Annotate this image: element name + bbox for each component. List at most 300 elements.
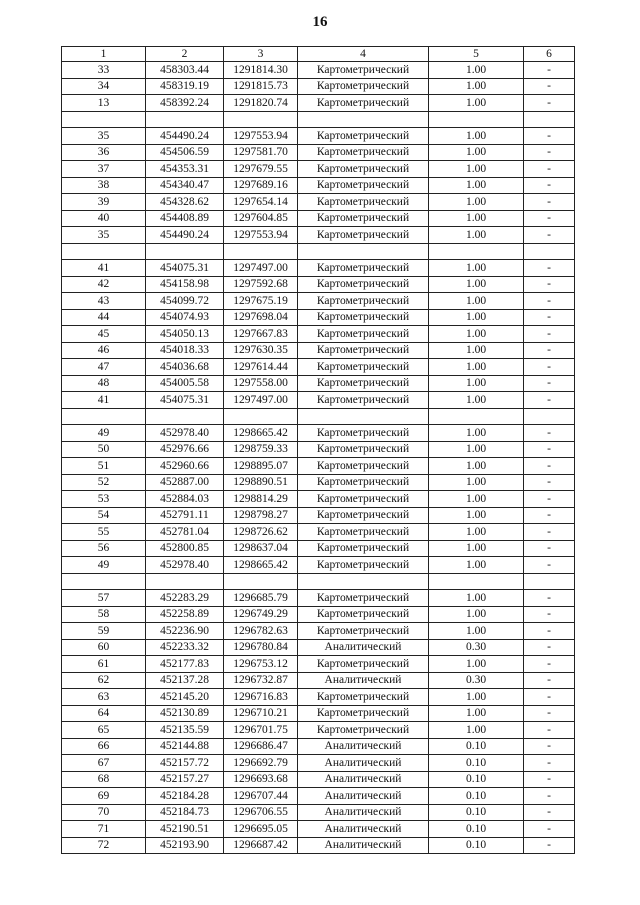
table-row (62, 639, 575, 656)
accuracy-cell: 1.00 (429, 359, 524, 376)
accuracy-cell: 0.30 (429, 639, 524, 656)
table-row (62, 326, 575, 343)
table-row (62, 507, 575, 524)
method-cell: Картометрический (298, 62, 429, 79)
note-cell: - (524, 62, 575, 79)
note-cell: - (524, 78, 575, 95)
accuracy-cell: 1.00 (429, 606, 524, 623)
method-cell: Картометрический (298, 326, 429, 343)
point-number-cell: 57 (62, 590, 146, 607)
x-coordinate-cell: 452157.27 (146, 771, 224, 788)
y-coordinate-cell: 1296780.84 (224, 639, 298, 656)
point-number-cell: 63 (62, 689, 146, 706)
table-row (62, 705, 575, 722)
method-cell: Картометрический (298, 557, 429, 574)
point-number-cell: 50 (62, 441, 146, 458)
accuracy-cell: 1.00 (429, 656, 524, 673)
table-row (62, 623, 575, 640)
method-cell: Картометрический (298, 276, 429, 293)
table-row (62, 557, 575, 574)
note-cell: - (524, 276, 575, 293)
x-coordinate-cell: 454506.59 (146, 144, 224, 161)
accuracy-cell: 1.00 (429, 441, 524, 458)
table-row (62, 194, 575, 211)
y-coordinate-cell: 1298637.04 (224, 540, 298, 557)
y-coordinate-cell: 1296782.63 (224, 623, 298, 640)
method-cell: Картометрический (298, 425, 429, 442)
y-coordinate-cell: 1298759.33 (224, 441, 298, 458)
x-coordinate-cell: 452960.66 (146, 458, 224, 475)
point-number-cell: 40 (62, 210, 146, 227)
x-coordinate-cell: 458303.44 (146, 62, 224, 79)
point-number-cell: 55 (62, 524, 146, 541)
header-cell: 4 (298, 47, 429, 62)
method-cell: Картометрический (298, 474, 429, 491)
accuracy-cell (429, 111, 524, 128)
separator-row (62, 573, 575, 590)
table-row (62, 62, 575, 79)
x-coordinate-cell: 452283.29 (146, 590, 224, 607)
note-cell: - (524, 326, 575, 343)
table-row (62, 78, 575, 95)
y-coordinate-cell (224, 111, 298, 128)
method-cell: Картометрический (298, 375, 429, 392)
method-cell: Картометрический (298, 342, 429, 359)
y-coordinate-cell: 1298895.07 (224, 458, 298, 475)
method-cell: Аналитический (298, 672, 429, 689)
method-cell: Картометрический (298, 458, 429, 475)
accuracy-cell: 1.00 (429, 309, 524, 326)
note-cell: - (524, 524, 575, 541)
point-number-cell: 68 (62, 771, 146, 788)
method-cell (298, 408, 429, 425)
method-cell: Аналитический (298, 639, 429, 656)
x-coordinate-cell: 452781.04 (146, 524, 224, 541)
accuracy-cell: 1.00 (429, 474, 524, 491)
table-body (62, 62, 575, 854)
note-cell: - (524, 837, 575, 854)
point-number-cell (62, 573, 146, 590)
table-row (62, 606, 575, 623)
note-cell: - (524, 804, 575, 821)
point-number-cell (62, 111, 146, 128)
x-coordinate-cell: 454074.93 (146, 309, 224, 326)
accuracy-cell: 0.10 (429, 771, 524, 788)
y-coordinate-cell: 1296693.68 (224, 771, 298, 788)
y-coordinate-cell: 1296701.75 (224, 722, 298, 739)
method-cell: Аналитический (298, 738, 429, 755)
table-row (62, 128, 575, 145)
method-cell: Аналитический (298, 788, 429, 805)
method-cell: Картометрический (298, 144, 429, 161)
x-coordinate-cell: 454353.31 (146, 161, 224, 178)
accuracy-cell: 1.00 (429, 144, 524, 161)
table-row (62, 491, 575, 508)
accuracy-cell: 0.10 (429, 738, 524, 755)
point-number-cell: 58 (62, 606, 146, 623)
point-number-cell: 41 (62, 392, 146, 409)
x-coordinate-cell (146, 573, 224, 590)
point-number-cell: 51 (62, 458, 146, 475)
note-cell: - (524, 656, 575, 673)
x-coordinate-cell: 454075.31 (146, 260, 224, 277)
note-cell: - (524, 689, 575, 706)
point-number-cell: 60 (62, 639, 146, 656)
note-cell: - (524, 821, 575, 838)
method-cell: Картометрический (298, 392, 429, 409)
accuracy-cell: 1.00 (429, 326, 524, 343)
table-row (62, 359, 575, 376)
separator-row (62, 243, 575, 260)
table-row (62, 161, 575, 178)
x-coordinate-cell (146, 408, 224, 425)
x-coordinate-cell: 452184.73 (146, 804, 224, 821)
point-number-cell: 35 (62, 128, 146, 145)
point-number-cell: 46 (62, 342, 146, 359)
accuracy-cell: 1.00 (429, 722, 524, 739)
note-cell: - (524, 441, 575, 458)
x-coordinate-cell: 452978.40 (146, 425, 224, 442)
note-cell: - (524, 705, 575, 722)
y-coordinate-cell: 1291814.30 (224, 62, 298, 79)
method-cell: Картометрический (298, 260, 429, 277)
y-coordinate-cell: 1297553.94 (224, 128, 298, 145)
point-number-cell: 38 (62, 177, 146, 194)
method-cell: Аналитический (298, 771, 429, 788)
point-number-cell (62, 243, 146, 260)
table-row (62, 656, 575, 673)
note-cell: - (524, 392, 575, 409)
method-cell: Картометрический (298, 194, 429, 211)
y-coordinate-cell: 1296710.21 (224, 705, 298, 722)
y-coordinate-cell: 1297497.00 (224, 260, 298, 277)
point-number-cell: 42 (62, 276, 146, 293)
note-cell: - (524, 194, 575, 211)
accuracy-cell: 1.00 (429, 705, 524, 722)
note-cell (524, 243, 575, 260)
method-cell: Картометрический (298, 95, 429, 112)
y-coordinate-cell: 1296749.29 (224, 606, 298, 623)
x-coordinate-cell: 452887.00 (146, 474, 224, 491)
x-coordinate-cell: 454328.62 (146, 194, 224, 211)
x-coordinate-cell: 454005.58 (146, 375, 224, 392)
accuracy-cell: 1.00 (429, 623, 524, 640)
table-row (62, 771, 575, 788)
point-number-cell: 65 (62, 722, 146, 739)
point-number-cell: 66 (62, 738, 146, 755)
y-coordinate-cell: 1297604.85 (224, 210, 298, 227)
y-coordinate-cell: 1297614.44 (224, 359, 298, 376)
method-cell: Картометрический (298, 606, 429, 623)
method-cell: Аналитический (298, 804, 429, 821)
accuracy-cell: 1.00 (429, 491, 524, 508)
note-cell: - (524, 491, 575, 508)
y-coordinate-cell: 1296732.87 (224, 672, 298, 689)
point-number-cell: 47 (62, 359, 146, 376)
table-row (62, 524, 575, 541)
accuracy-cell: 1.00 (429, 507, 524, 524)
y-coordinate-cell: 1291815.73 (224, 78, 298, 95)
note-cell: - (524, 161, 575, 178)
point-number-cell: 53 (62, 491, 146, 508)
point-number-cell: 59 (62, 623, 146, 640)
note-cell: - (524, 425, 575, 442)
note-cell: - (524, 95, 575, 112)
y-coordinate-cell: 1296706.55 (224, 804, 298, 821)
page-number: 16 (312, 14, 328, 30)
note-cell: - (524, 788, 575, 805)
note-cell: - (524, 375, 575, 392)
y-coordinate-cell: 1297667.83 (224, 326, 298, 343)
table-row (62, 260, 575, 277)
x-coordinate-cell: 452177.83 (146, 656, 224, 673)
method-cell: Картометрический (298, 623, 429, 640)
point-number-cell: 37 (62, 161, 146, 178)
point-number-cell: 64 (62, 705, 146, 722)
y-coordinate-cell: 1297679.55 (224, 161, 298, 178)
x-coordinate-cell: 452193.90 (146, 837, 224, 854)
table-row (62, 342, 575, 359)
x-coordinate-cell: 454158.98 (146, 276, 224, 293)
point-number-cell: 36 (62, 144, 146, 161)
note-cell: - (524, 755, 575, 772)
note-cell: - (524, 144, 575, 161)
accuracy-cell: 1.00 (429, 689, 524, 706)
point-number-cell: 39 (62, 194, 146, 211)
note-cell: - (524, 672, 575, 689)
table-row (62, 474, 575, 491)
y-coordinate-cell: 1297630.35 (224, 342, 298, 359)
point-number-cell: 70 (62, 804, 146, 821)
table-row (62, 689, 575, 706)
x-coordinate-cell: 454036.68 (146, 359, 224, 376)
accuracy-cell: 1.00 (429, 293, 524, 310)
method-cell: Картометрический (298, 161, 429, 178)
x-coordinate-cell (146, 243, 224, 260)
x-coordinate-cell: 454018.33 (146, 342, 224, 359)
x-coordinate-cell: 452884.03 (146, 491, 224, 508)
accuracy-cell: 0.10 (429, 755, 524, 772)
x-coordinate-cell: 454099.72 (146, 293, 224, 310)
accuracy-cell: 0.10 (429, 821, 524, 838)
point-number-cell: 56 (62, 540, 146, 557)
accuracy-cell: 1.00 (429, 557, 524, 574)
y-coordinate-cell: 1296695.05 (224, 821, 298, 838)
y-coordinate-cell: 1296716.83 (224, 689, 298, 706)
table-row (62, 590, 575, 607)
point-number-cell: 71 (62, 821, 146, 838)
table-row (62, 837, 575, 854)
separator-row (62, 111, 575, 128)
note-cell: - (524, 227, 575, 244)
table-row (62, 788, 575, 805)
point-number-cell: 72 (62, 837, 146, 854)
table-row (62, 392, 575, 409)
method-cell: Картометрический (298, 540, 429, 557)
y-coordinate-cell (224, 243, 298, 260)
separator-row (62, 408, 575, 425)
note-cell: - (524, 738, 575, 755)
y-coordinate-cell: 1296753.12 (224, 656, 298, 673)
y-coordinate-cell: 1298814.29 (224, 491, 298, 508)
point-number-cell: 49 (62, 557, 146, 574)
note-cell: - (524, 293, 575, 310)
note-cell: - (524, 458, 575, 475)
accuracy-cell: 0.10 (429, 804, 524, 821)
table-row (62, 309, 575, 326)
table-row (62, 227, 575, 244)
header-cell: 1 (62, 47, 146, 62)
y-coordinate-cell: 1298798.27 (224, 507, 298, 524)
x-coordinate-cell: 452190.51 (146, 821, 224, 838)
method-cell: Аналитический (298, 837, 429, 854)
note-cell: - (524, 128, 575, 145)
x-coordinate-cell (146, 111, 224, 128)
y-coordinate-cell: 1291820.74 (224, 95, 298, 112)
header-cell: 3 (224, 47, 298, 62)
y-coordinate-cell (224, 573, 298, 590)
y-coordinate-cell: 1296686.47 (224, 738, 298, 755)
table-row (62, 755, 575, 772)
method-cell: Картометрический (298, 507, 429, 524)
header-cell: 6 (524, 47, 575, 62)
header-cell: 5 (429, 47, 524, 62)
table-row (62, 177, 575, 194)
method-cell (298, 573, 429, 590)
y-coordinate-cell (224, 408, 298, 425)
note-cell (524, 573, 575, 590)
x-coordinate-cell: 452791.11 (146, 507, 224, 524)
table-row (62, 210, 575, 227)
coordinates-table (61, 46, 575, 854)
table-row (62, 144, 575, 161)
note-cell: - (524, 639, 575, 656)
x-coordinate-cell: 454408.89 (146, 210, 224, 227)
accuracy-cell: 1.00 (429, 161, 524, 178)
header-cell: 2 (146, 47, 224, 62)
x-coordinate-cell: 454340.47 (146, 177, 224, 194)
table-row (62, 821, 575, 838)
accuracy-cell: 1.00 (429, 62, 524, 79)
note-cell: - (524, 540, 575, 557)
method-cell: Картометрический (298, 227, 429, 244)
table-row (62, 293, 575, 310)
point-number-cell: 43 (62, 293, 146, 310)
y-coordinate-cell: 1297592.68 (224, 276, 298, 293)
note-cell: - (524, 606, 575, 623)
method-cell (298, 111, 429, 128)
table-row (62, 425, 575, 442)
accuracy-cell: 0.10 (429, 837, 524, 854)
accuracy-cell: 1.00 (429, 260, 524, 277)
method-cell: Картометрический (298, 590, 429, 607)
method-cell: Картометрический (298, 705, 429, 722)
point-number-cell: 44 (62, 309, 146, 326)
x-coordinate-cell: 452137.28 (146, 672, 224, 689)
method-cell: Аналитический (298, 755, 429, 772)
point-number-cell: 52 (62, 474, 146, 491)
x-coordinate-cell: 452144.88 (146, 738, 224, 755)
note-cell: - (524, 342, 575, 359)
method-cell: Картометрический (298, 210, 429, 227)
accuracy-cell: 1.00 (429, 458, 524, 475)
y-coordinate-cell: 1298890.51 (224, 474, 298, 491)
table-row (62, 722, 575, 739)
x-coordinate-cell: 452800.85 (146, 540, 224, 557)
y-coordinate-cell: 1298726.62 (224, 524, 298, 541)
method-cell: Аналитический (298, 821, 429, 838)
point-number-cell: 45 (62, 326, 146, 343)
y-coordinate-cell: 1297553.94 (224, 227, 298, 244)
accuracy-cell: 1.00 (429, 524, 524, 541)
y-coordinate-cell: 1298665.42 (224, 557, 298, 574)
table-row (62, 276, 575, 293)
point-number-cell: 41 (62, 260, 146, 277)
y-coordinate-cell: 1297689.16 (224, 177, 298, 194)
accuracy-cell: 1.00 (429, 210, 524, 227)
table-row (62, 458, 575, 475)
table-row (62, 672, 575, 689)
note-cell: - (524, 359, 575, 376)
method-cell: Картометрический (298, 128, 429, 145)
y-coordinate-cell: 1296687.42 (224, 837, 298, 854)
x-coordinate-cell: 452236.90 (146, 623, 224, 640)
accuracy-cell: 1.00 (429, 276, 524, 293)
note-cell: - (524, 177, 575, 194)
point-number-cell: 54 (62, 507, 146, 524)
x-coordinate-cell: 452978.40 (146, 557, 224, 574)
x-coordinate-cell: 458392.24 (146, 95, 224, 112)
accuracy-cell (429, 573, 524, 590)
accuracy-cell: 1.00 (429, 128, 524, 145)
point-number-cell: 69 (62, 788, 146, 805)
accuracy-cell: 1.00 (429, 375, 524, 392)
note-cell: - (524, 771, 575, 788)
point-number-cell: 34 (62, 78, 146, 95)
method-cell: Картометрический (298, 309, 429, 326)
x-coordinate-cell: 452258.89 (146, 606, 224, 623)
method-cell: Картометрический (298, 78, 429, 95)
accuracy-cell: 0.10 (429, 788, 524, 805)
point-number-cell: 67 (62, 755, 146, 772)
x-coordinate-cell: 454490.24 (146, 227, 224, 244)
y-coordinate-cell: 1297497.00 (224, 392, 298, 409)
x-coordinate-cell: 452184.28 (146, 788, 224, 805)
header-row (62, 47, 575, 62)
y-coordinate-cell: 1297654.14 (224, 194, 298, 211)
point-number-cell: 33 (62, 62, 146, 79)
method-cell: Картометрический (298, 441, 429, 458)
x-coordinate-cell: 452135.59 (146, 722, 224, 739)
table-row (62, 441, 575, 458)
y-coordinate-cell: 1296685.79 (224, 590, 298, 607)
point-number-cell: 13 (62, 95, 146, 112)
accuracy-cell (429, 243, 524, 260)
y-coordinate-cell: 1297581.70 (224, 144, 298, 161)
note-cell: - (524, 623, 575, 640)
x-coordinate-cell: 452145.20 (146, 689, 224, 706)
table-row (62, 804, 575, 821)
y-coordinate-cell: 1297675.19 (224, 293, 298, 310)
accuracy-cell: 1.00 (429, 194, 524, 211)
accuracy-cell: 0.30 (429, 672, 524, 689)
note-cell: - (524, 722, 575, 739)
method-cell: Картометрический (298, 524, 429, 541)
x-coordinate-cell: 458319.19 (146, 78, 224, 95)
method-cell: Картометрический (298, 177, 429, 194)
y-coordinate-cell: 1298665.42 (224, 425, 298, 442)
y-coordinate-cell: 1296707.44 (224, 788, 298, 805)
